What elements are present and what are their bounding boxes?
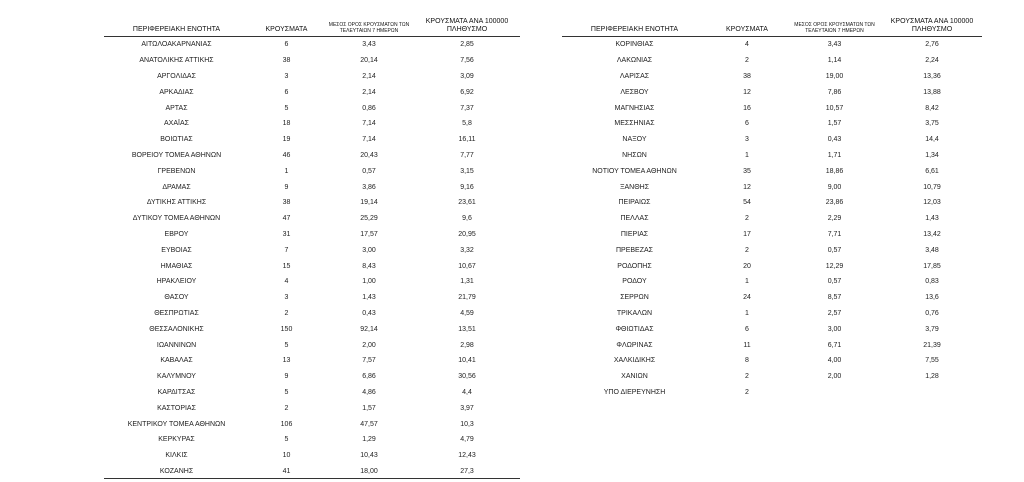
cell-region: ΔΥΤΙΚΗΣ ΑΤΤΙΚΗΣ <box>146 199 207 207</box>
cell-avg7: 1,57 <box>827 120 842 128</box>
cell-avg7: 18,86 <box>825 167 844 175</box>
table-row <box>104 385 520 401</box>
cell-avg7: 1,00 <box>362 278 376 286</box>
cell-cases: 18 <box>282 120 291 128</box>
cell-region: ΚΕΡΚΥΡΑΣ <box>158 436 195 444</box>
table-row <box>562 385 982 401</box>
cell-per100k: 21,39 <box>923 341 941 349</box>
cell-avg7: 2,57 <box>827 309 842 317</box>
table-row <box>104 306 520 322</box>
cell-per100k: 16,11 <box>458 136 476 144</box>
cell-region: ΚΕΝΤΡΙΚΟΥ ΤΟΜΕΑ ΑΘΗΝΩΝ <box>127 420 226 428</box>
cell-avg7: 3,86 <box>362 183 376 191</box>
table-row <box>104 195 520 211</box>
cell-cases: 16 <box>743 104 751 112</box>
cell-cases: 106 <box>280 420 293 428</box>
table-row <box>562 211 982 227</box>
cell-per100k: 2,76 <box>925 41 939 49</box>
cell-avg7: 7,86 <box>827 88 842 96</box>
cell-cases: 6 <box>284 88 289 96</box>
header-cases: ΚΡΟΥΣΜΑΤΑ <box>726 26 768 33</box>
cell-per100k: 3,48 <box>925 246 939 254</box>
cell-avg7: 7,71 <box>827 230 842 238</box>
cell-avg7: 0,57 <box>827 246 842 254</box>
cell-avg7: 92,14 <box>360 325 378 333</box>
cell-avg7: 10,43 <box>360 452 378 460</box>
cell-per100k: 3,09 <box>460 72 474 80</box>
cell-avg7: 7,14 <box>362 136 376 144</box>
cell-avg7: 47,57 <box>360 420 378 428</box>
cell-cases: 1 <box>745 278 749 286</box>
table-row <box>562 37 982 53</box>
cell-avg7: 1,29 <box>362 436 376 444</box>
cell-region: ΡΟΔΟΠΗΣ <box>617 262 652 270</box>
cell-cases: 4 <box>284 278 289 286</box>
cell-region: ΘΕΣΣΑΛΟΝΙΚΗΣ <box>149 325 204 333</box>
header-region: ΠΕΡΙΦΕΡΕΙΑΚΗ ΕΝΟΤΗΤΑ <box>132 26 221 33</box>
cell-region: ΘΑΣΟΥ <box>164 294 189 302</box>
cell-per100k: 6,92 <box>460 88 474 96</box>
cell-cases: 10 <box>282 452 291 460</box>
cell-avg7: 1,43 <box>362 294 376 302</box>
cell-per100k: 10,3 <box>460 420 474 428</box>
cell-avg7: 7,57 <box>362 357 376 365</box>
cell-region: ΥΠΟ ΔΙΕΡΕΥΝΗΣΗ <box>603 388 666 396</box>
cell-cases: 1 <box>745 151 749 159</box>
cell-region: ΚΑΛΥΜΝΟΥ <box>157 373 196 381</box>
cell-cases: 1 <box>284 167 289 175</box>
cell-per100k: 9,16 <box>460 183 474 191</box>
cell-cases: 31 <box>282 230 291 238</box>
cell-region: ΑΝΑΤΟΛΙΚΗΣ ΑΤΤΙΚΗΣ <box>139 57 214 65</box>
cell-region: ΜΕΣΣΗΝΙΑΣ <box>614 120 655 128</box>
cell-avg7: 20,14 <box>360 57 378 65</box>
table-row <box>104 37 520 53</box>
cell-region: ΕΥΒΟΙΑΣ <box>161 246 192 254</box>
cell-cases: 5 <box>284 341 289 349</box>
cell-cases: 15 <box>282 262 291 270</box>
cell-avg7: 7,14 <box>362 120 376 128</box>
left-table-body <box>104 37 520 480</box>
cell-region: ΚΑΡΔΙΤΣΑΣ <box>157 388 196 396</box>
cell-avg7: 19,14 <box>360 199 378 207</box>
cell-per100k: 13,6 <box>925 294 939 302</box>
cell-cases: 5 <box>284 388 289 396</box>
cell-per100k: 8,42 <box>925 104 939 112</box>
cell-cases: 3 <box>284 72 289 80</box>
cell-region: ΑΧΑΪΑΣ <box>164 120 189 128</box>
header-cases: ΚΡΟΥΣΜΑΤΑ <box>265 26 308 33</box>
table-row <box>104 274 520 290</box>
cell-per100k: 6,61 <box>925 167 939 175</box>
header-region: ΠΕΡΙΦΕΡΕΙΑΚΗ ΕΝΟΤΗΤΑ <box>590 26 679 33</box>
table-row <box>104 321 520 337</box>
cell-region: ΑΡΓΟΛΙΔΑΣ <box>157 72 196 80</box>
table-header-row <box>562 14 982 37</box>
cell-per100k: 13,88 <box>923 88 941 96</box>
table-row <box>104 369 520 385</box>
cell-per100k: 13,51 <box>458 325 476 333</box>
cell-per100k: 0,76 <box>925 309 939 317</box>
cell-cases: 12 <box>743 183 751 191</box>
cell-avg7: 3,00 <box>362 246 376 254</box>
cell-per100k: 4,4 <box>462 388 472 396</box>
cell-cases: 2 <box>745 246 749 254</box>
cell-cases: 13 <box>282 357 291 365</box>
cell-region: ΓΡΕΒΕΝΩΝ <box>157 167 196 175</box>
cell-cases: 3 <box>745 136 749 144</box>
cell-cases: 46 <box>282 151 291 159</box>
cell-per100k: 3,75 <box>925 120 939 128</box>
table-row <box>562 84 982 100</box>
cell-avg7: 3,43 <box>827 41 842 49</box>
cell-cases: 2 <box>284 404 289 412</box>
left-cases-table <box>104 14 520 479</box>
cell-region: ΜΑΓΝΗΣΙΑΣ <box>614 104 655 112</box>
cell-avg7: 3,00 <box>827 325 842 333</box>
cell-region: ΔΡΑΜΑΣ <box>162 183 191 191</box>
cell-per100k: 4,59 <box>460 309 474 317</box>
table-row <box>104 416 520 432</box>
cell-region: ΕΒΡΟΥ <box>164 230 189 238</box>
cell-avg7: 2,00 <box>362 341 376 349</box>
cell-per100k: 5,8 <box>462 120 472 128</box>
cell-avg7: 0,43 <box>827 136 842 144</box>
cell-per100k: 1,28 <box>925 373 939 381</box>
cell-cases: 5 <box>284 104 289 112</box>
cell-region: ΝΗΣΩΝ <box>622 151 647 159</box>
cell-region: ΚΟΖΑΝΗΣ <box>159 467 194 475</box>
right-cases-table <box>562 14 982 400</box>
table-row <box>104 163 520 179</box>
cell-region: ΙΩΑΝΝΙΝΩΝ <box>156 341 197 349</box>
cell-cases: 4 <box>745 41 749 49</box>
table-row <box>104 400 520 416</box>
cell-region: ΒΟΙΩΤΙΑΣ <box>160 136 193 144</box>
header-avg7: ΜΕΣΟΣ ΟΡΟΣ ΚΡΟΥΣΜΑΤΩΝ ΤΩΝ ΤΕΛΕΥΤΑΙΩΝ 7 ΗΜΕΡΩΝ <box>794 22 875 34</box>
cell-per100k: 3,97 <box>460 404 474 412</box>
cell-region: ΑΙΤΩΛΟΑΚΑΡΝΑΝΙΑΣ <box>141 41 212 49</box>
table-row <box>104 69 520 85</box>
right-table-body <box>562 37 982 401</box>
cell-avg7: 0,43 <box>362 309 376 317</box>
cell-region: ΛΑΡΙΣΑΣ <box>619 72 650 80</box>
cell-cases: 2 <box>284 309 289 317</box>
cell-avg7: 6,86 <box>362 373 376 381</box>
cell-cases: 6 <box>745 120 749 128</box>
cell-avg7: 4,86 <box>362 388 376 396</box>
table-row <box>562 290 982 306</box>
cell-cases: 9 <box>284 183 289 191</box>
cell-per100k: 1,43 <box>925 215 939 223</box>
cell-avg7: 2,29 <box>827 215 842 223</box>
cell-region: ΛΑΚΩΝΙΑΣ <box>616 57 653 65</box>
cell-per100k: 12,43 <box>458 452 476 460</box>
cell-avg7: 2,14 <box>362 88 376 96</box>
cell-avg7: 1,71 <box>827 151 842 159</box>
cell-avg7: 19,00 <box>825 72 844 80</box>
cell-cases: 38 <box>282 199 291 207</box>
cell-region: ΗΡΑΚΛΕΙΟΥ <box>156 278 197 286</box>
table-row <box>104 132 520 148</box>
table-row <box>104 211 520 227</box>
cell-per100k: 4,79 <box>460 436 474 444</box>
table-row <box>104 148 520 164</box>
cell-cases: 35 <box>743 167 751 175</box>
cell-avg7: 6,71 <box>827 341 842 349</box>
cell-region: ΚΑΣΤΟΡΙΑΣ <box>157 404 196 412</box>
cell-avg7: 9,00 <box>827 183 842 191</box>
table-row <box>104 84 520 100</box>
table-row <box>104 258 520 274</box>
cell-per100k: 13,42 <box>923 230 941 238</box>
cell-cases: 11 <box>743 341 751 349</box>
cell-per100k: 10,41 <box>458 357 476 365</box>
cell-avg7: 1,57 <box>362 404 376 412</box>
cell-per100k: 27,3 <box>460 467 474 475</box>
cell-cases: 2 <box>745 57 749 65</box>
cell-cases: 47 <box>282 215 291 223</box>
cell-region: ΤΡΙΚΑΛΩΝ <box>616 309 653 317</box>
cell-per100k: 3,32 <box>460 246 474 254</box>
cell-avg7: 0,57 <box>827 278 842 286</box>
table-row <box>562 369 982 385</box>
cell-region: ΦΘΙΩΤΙΔΑΣ <box>615 325 654 333</box>
table-row <box>562 132 982 148</box>
cell-cases: 2 <box>745 373 749 381</box>
cell-cases: 38 <box>743 72 751 80</box>
cell-region: ΣΕΡΡΩΝ <box>620 294 649 302</box>
cell-cases: 8 <box>745 357 749 365</box>
table-row <box>562 179 982 195</box>
cell-cases: 54 <box>743 199 751 207</box>
cell-cases: 9 <box>284 373 289 381</box>
table-row <box>104 290 520 306</box>
cell-region: ΛΕΣΒΟΥ <box>620 88 649 96</box>
cell-region: ΒΟΡΕΙΟΥ ΤΟΜΕΑ ΑΘΗΝΩΝ <box>131 151 222 159</box>
header-per100k: ΚΡΟΥΣΜΑΤΑ ΑΝΑ 100000 ΠΛΗΘΥΣΜΟ <box>425 18 509 33</box>
table-row <box>562 353 982 369</box>
table-row <box>104 116 520 132</box>
cell-cases: 12 <box>743 88 751 96</box>
cell-avg7: 4,00 <box>827 357 842 365</box>
cell-per100k: 2,85 <box>460 41 474 49</box>
cell-cases: 150 <box>280 325 293 333</box>
cell-avg7: 3,43 <box>362 41 376 49</box>
cell-avg7: 0,86 <box>362 104 376 112</box>
cell-per100k: 7,56 <box>460 57 474 65</box>
cell-avg7: 17,57 <box>360 230 378 238</box>
cell-per100k: 13,36 <box>923 72 941 80</box>
table-row <box>562 258 982 274</box>
table-row <box>562 227 982 243</box>
cell-avg7: 2,00 <box>827 373 842 381</box>
cell-avg7: 10,57 <box>825 104 844 112</box>
cell-per100k: 9,6 <box>462 215 472 223</box>
cell-cases: 6 <box>284 41 289 49</box>
cell-region: ΦΛΩΡΙΝΑΣ <box>616 341 653 349</box>
table-row <box>104 242 520 258</box>
cell-per100k: 3,15 <box>460 167 474 175</box>
cell-per100k: 1,34 <box>925 151 939 159</box>
cell-cases: 3 <box>284 294 289 302</box>
cell-per100k: 10,79 <box>923 183 941 191</box>
cell-region: ΑΡΚΑΔΙΑΣ <box>159 88 194 96</box>
cell-avg7: 8,57 <box>827 294 842 302</box>
table-row <box>562 69 982 85</box>
cell-per100k: 14,4 <box>925 136 939 144</box>
cell-per100k: 3,79 <box>925 325 939 333</box>
table-row <box>562 321 982 337</box>
cell-region: ΠΡΕΒΕΖΑΣ <box>615 246 653 254</box>
cell-region: ΘΕΣΠΡΩΤΙΑΣ <box>154 309 199 317</box>
cell-region: ΑΡΤΑΣ <box>165 104 188 112</box>
cell-avg7: 18,00 <box>360 467 378 475</box>
cell-region: ΝΟΤΙΟΥ ΤΟΜΕΑ ΑΘΗΝΩΝ <box>592 167 677 175</box>
cell-region: ΧΑΛΚΙΔΙΚΗΣ <box>613 357 656 365</box>
cell-per100k: 12,03 <box>923 199 941 207</box>
header-per100k: ΚΡΟΥΣΜΑΤΑ ΑΝΑ 100000 ΠΛΗΘΥΣΜΟ <box>890 18 974 33</box>
cell-region: ΧΑΝΙΩΝ <box>621 373 648 381</box>
table-row <box>562 53 982 69</box>
table-row <box>562 337 982 353</box>
cell-cases: 2 <box>745 388 749 396</box>
header-avg7: ΜΕΣΟΣ ΟΡΟΣ ΚΡΟΥΣΜΑΤΩΝ ΤΩΝ ΤΕΛΕΥΤΑΙΩΝ 7 ΗΜΕΡΩΝ <box>328 22 410 34</box>
cell-per100k: 7,77 <box>460 151 474 159</box>
cell-region: ΠΕΛΛΑΣ <box>620 215 649 223</box>
cell-region: ΚΟΡΙΝΘΙΑΣ <box>615 41 654 49</box>
cell-per100k: 20,95 <box>458 230 476 238</box>
cell-region: ΞΑΝΘΗΣ <box>619 183 650 191</box>
cell-cases: 7 <box>284 246 289 254</box>
cell-cases: 17 <box>743 230 751 238</box>
cell-avg7: 8,43 <box>362 262 376 270</box>
cell-per100k: 7,37 <box>460 104 474 112</box>
cell-per100k: 17,85 <box>923 262 941 270</box>
table-row <box>104 448 520 464</box>
cell-avg7: 2,14 <box>362 72 376 80</box>
cell-avg7: 1,14 <box>827 57 842 65</box>
table-row <box>562 100 982 116</box>
table-row <box>104 53 520 69</box>
table-row <box>104 100 520 116</box>
cell-cases: 5 <box>284 436 289 444</box>
cell-per100k: 0,83 <box>925 278 939 286</box>
cell-avg7: 23,86 <box>825 199 844 207</box>
cell-avg7: 20,43 <box>360 151 378 159</box>
cell-cases: 20 <box>743 262 751 270</box>
table-row <box>104 179 520 195</box>
cell-per100k: 2,24 <box>925 57 939 65</box>
cell-region: ΗΜΑΘΙΑΣ <box>160 262 193 270</box>
cell-per100k: 10,67 <box>458 262 476 270</box>
table-row <box>562 242 982 258</box>
table-row <box>104 353 520 369</box>
cell-region: ΔΥΤΙΚΟΥ ΤΟΜΕΑ ΑΘΗΝΩΝ <box>132 215 221 223</box>
cell-region: ΠΙΕΡΙΑΣ <box>620 230 649 238</box>
cell-cases: 19 <box>282 136 291 144</box>
cell-cases: 41 <box>282 467 291 475</box>
cell-per100k <box>882 385 982 401</box>
cell-region: ΝΑΞΟΥ <box>622 136 647 144</box>
cell-per100k: 21,79 <box>458 294 476 302</box>
cell-cases: 2 <box>745 215 749 223</box>
cell-region: ΠΕΙΡΑΙΩΣ <box>618 199 651 207</box>
table-row <box>562 306 982 322</box>
table-row <box>562 148 982 164</box>
table-header-row <box>104 14 520 37</box>
cell-avg7 <box>787 385 882 401</box>
table-row <box>562 163 982 179</box>
table-row <box>104 337 520 353</box>
cell-per100k: 7,55 <box>925 357 939 365</box>
table-row <box>562 274 982 290</box>
table-row <box>562 116 982 132</box>
table-row <box>104 227 520 243</box>
cell-cases: 1 <box>745 309 749 317</box>
cell-per100k: 30,56 <box>458 373 476 381</box>
cell-cases: 6 <box>745 325 749 333</box>
cell-per100k: 23,61 <box>458 199 476 207</box>
cell-cases: 38 <box>282 57 291 65</box>
cell-region: ΚΙΛΚΙΣ <box>165 452 188 460</box>
cell-per100k: 2,98 <box>460 341 474 349</box>
cell-region: ΚΑΒΑΛΑΣ <box>160 357 193 365</box>
cell-cases: 24 <box>743 294 751 302</box>
cell-per100k: 1,31 <box>460 278 474 286</box>
table-row <box>104 464 520 480</box>
cell-avg7: 0,57 <box>362 167 376 175</box>
cell-region: ΡΟΔΟΥ <box>622 278 647 286</box>
table-row <box>562 195 982 211</box>
cell-avg7: 12,29 <box>825 262 844 270</box>
table-bottom-rule <box>104 478 520 479</box>
cell-avg7: 25,29 <box>360 215 378 223</box>
table-row <box>104 432 520 448</box>
